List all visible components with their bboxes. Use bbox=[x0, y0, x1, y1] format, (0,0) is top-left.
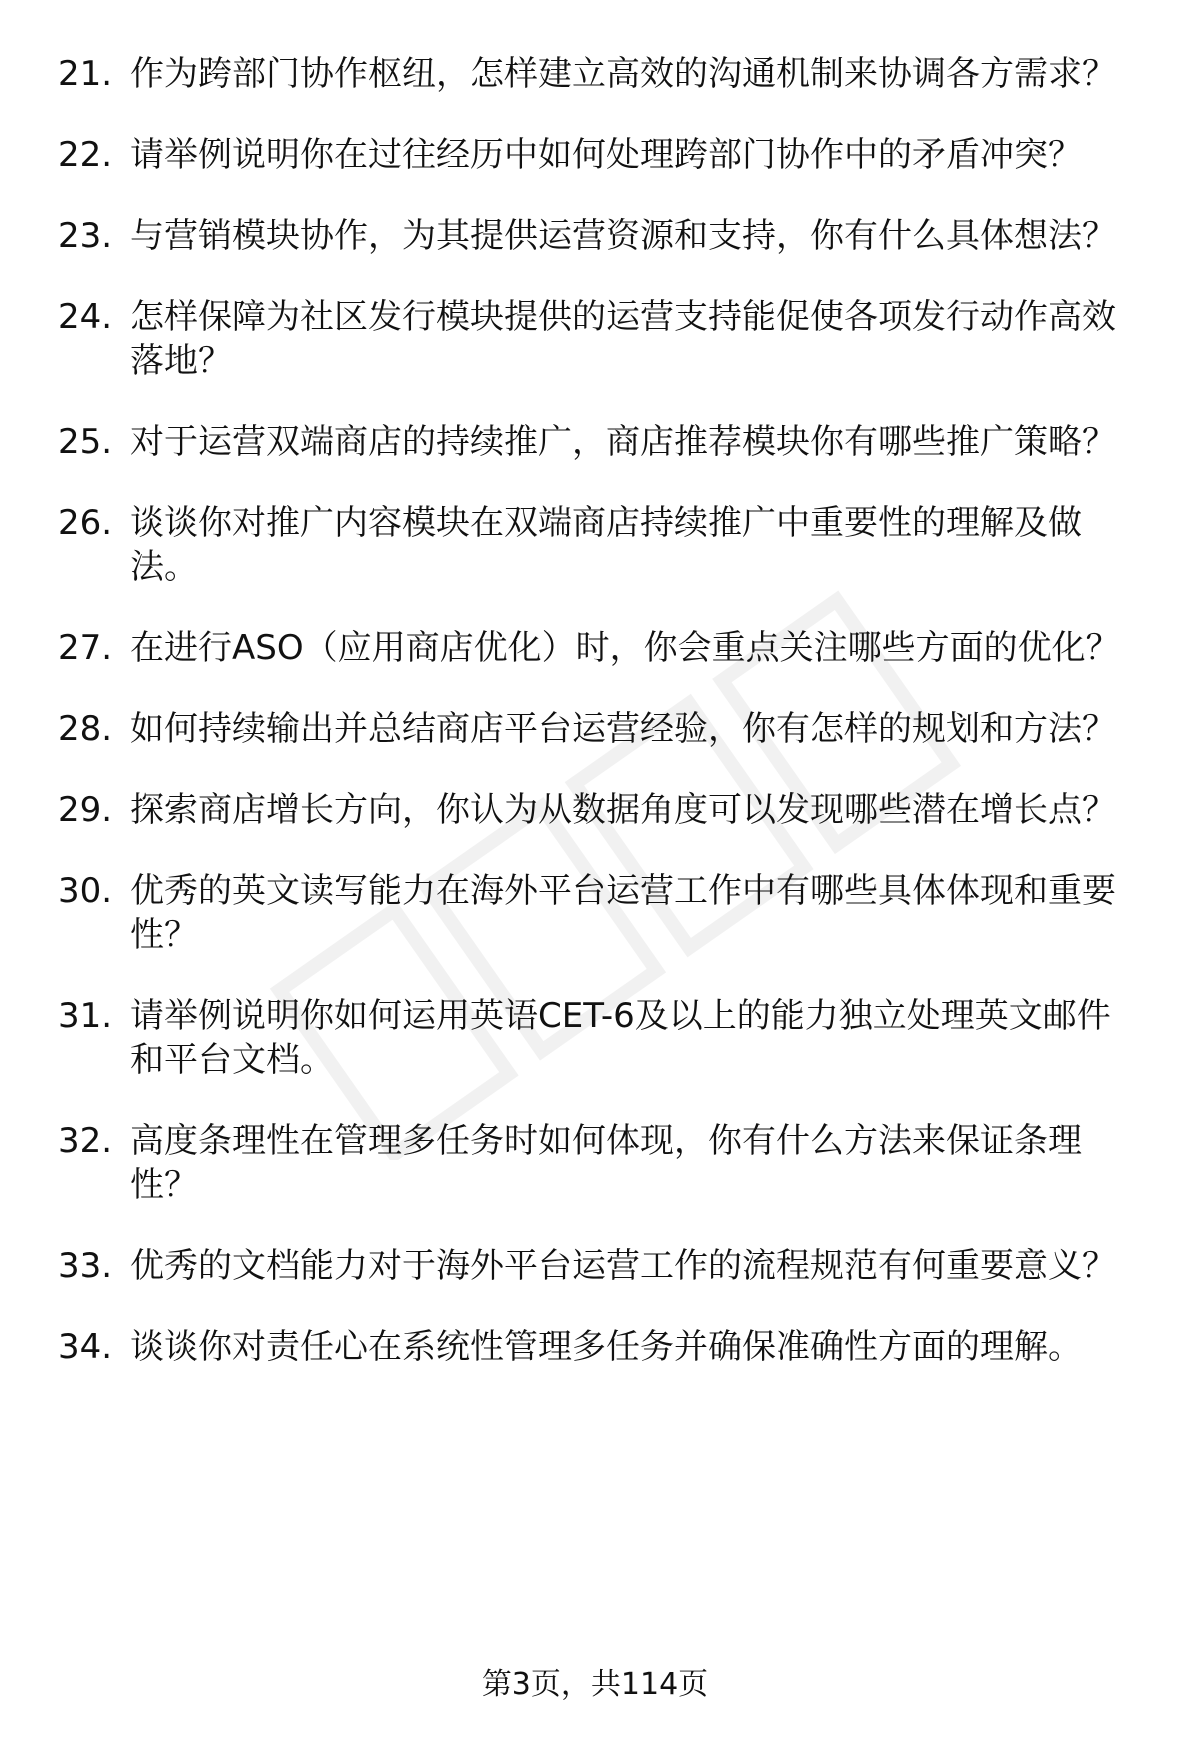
list-item bbox=[58, 1119, 1148, 1207]
question-number: 24. bbox=[58, 297, 113, 337]
question-text: 请举例说明你在过往经历中如何处理跨部门协作中的矛盾冲突？ bbox=[130, 135, 1082, 175]
question-number: 33. bbox=[58, 1246, 113, 1286]
question-text: 在进行ASO（应用商店优化）时，你会重点关注哪些方面的优化？ bbox=[130, 628, 1120, 668]
question-number: 22. bbox=[58, 135, 113, 175]
list-item bbox=[58, 295, 1148, 383]
question-text: 作为跨部门协作枢纽，怎样建立高效的沟通机制来协调各方需求？ bbox=[130, 54, 1116, 94]
list-item bbox=[58, 133, 1148, 177]
question-text: 请举例说明你如何运用英语CET-6及以上的能力独立处理英文邮件和平台文档。 bbox=[130, 996, 1111, 1080]
question-text: 谈谈你对责任心在系统性管理多任务并确保准确性方面的理解。 bbox=[130, 1327, 1082, 1367]
list-item bbox=[58, 1325, 1148, 1369]
list-item bbox=[58, 994, 1148, 1082]
question-text: 对于运营双端商店的持续推广，商店推荐模块你有哪些推广策略？ bbox=[130, 422, 1116, 462]
list-item bbox=[58, 626, 1148, 670]
question-number: 21. bbox=[58, 54, 113, 94]
list-item bbox=[58, 420, 1148, 464]
question-number: 29. bbox=[58, 790, 113, 830]
question-text: 高度条理性在管理多任务时如何体现，你有什么方法来保证条理性？ bbox=[130, 1121, 1082, 1205]
question-number: 26. bbox=[58, 503, 113, 543]
question-number: 31. bbox=[58, 996, 113, 1036]
question-number: 23. bbox=[58, 216, 113, 256]
list-item bbox=[58, 214, 1148, 258]
question-number: 27. bbox=[58, 628, 113, 668]
list-item bbox=[58, 869, 1148, 957]
question-text: 优秀的英文读写能力在海外平台运营工作中有哪些具体体现和重要性？ bbox=[130, 871, 1116, 955]
list-item bbox=[58, 501, 1148, 589]
list-item bbox=[58, 707, 1148, 751]
question-number: 34. bbox=[58, 1327, 113, 1367]
question-text: 谈谈你对推广内容模块在双端商店持续推广中重要性的理解及做法。 bbox=[130, 503, 1082, 587]
list-item bbox=[58, 788, 1148, 832]
question-number: 32. bbox=[58, 1121, 113, 1161]
list-item bbox=[58, 52, 1148, 96]
page-number-footer: 第3页，共114页 bbox=[481, 1667, 709, 1702]
question-text: 怎样保障为社区发行模块提供的运营支持能促使各项发行动作高效落地？ bbox=[130, 297, 1116, 381]
question-text: 探索商店增长方向，你认为从数据角度可以发现哪些潜在增长点？ bbox=[130, 790, 1116, 830]
question-text: 优秀的文档能力对于海外平台运营工作的流程规范有何重要意义？ bbox=[130, 1246, 1116, 1286]
question-text: 与营销模块协作，为其提供运营资源和支持，你有什么具体想法？ bbox=[130, 216, 1116, 256]
question-text: 如何持续输出并总结商店平台运营经验，你有怎样的规划和方法？ bbox=[130, 709, 1116, 749]
list-item bbox=[58, 1244, 1148, 1288]
question-list bbox=[58, 52, 1148, 1406]
question-number: 30. bbox=[58, 871, 113, 911]
question-number: 25. bbox=[58, 422, 113, 462]
question-number: 28. bbox=[58, 709, 113, 749]
